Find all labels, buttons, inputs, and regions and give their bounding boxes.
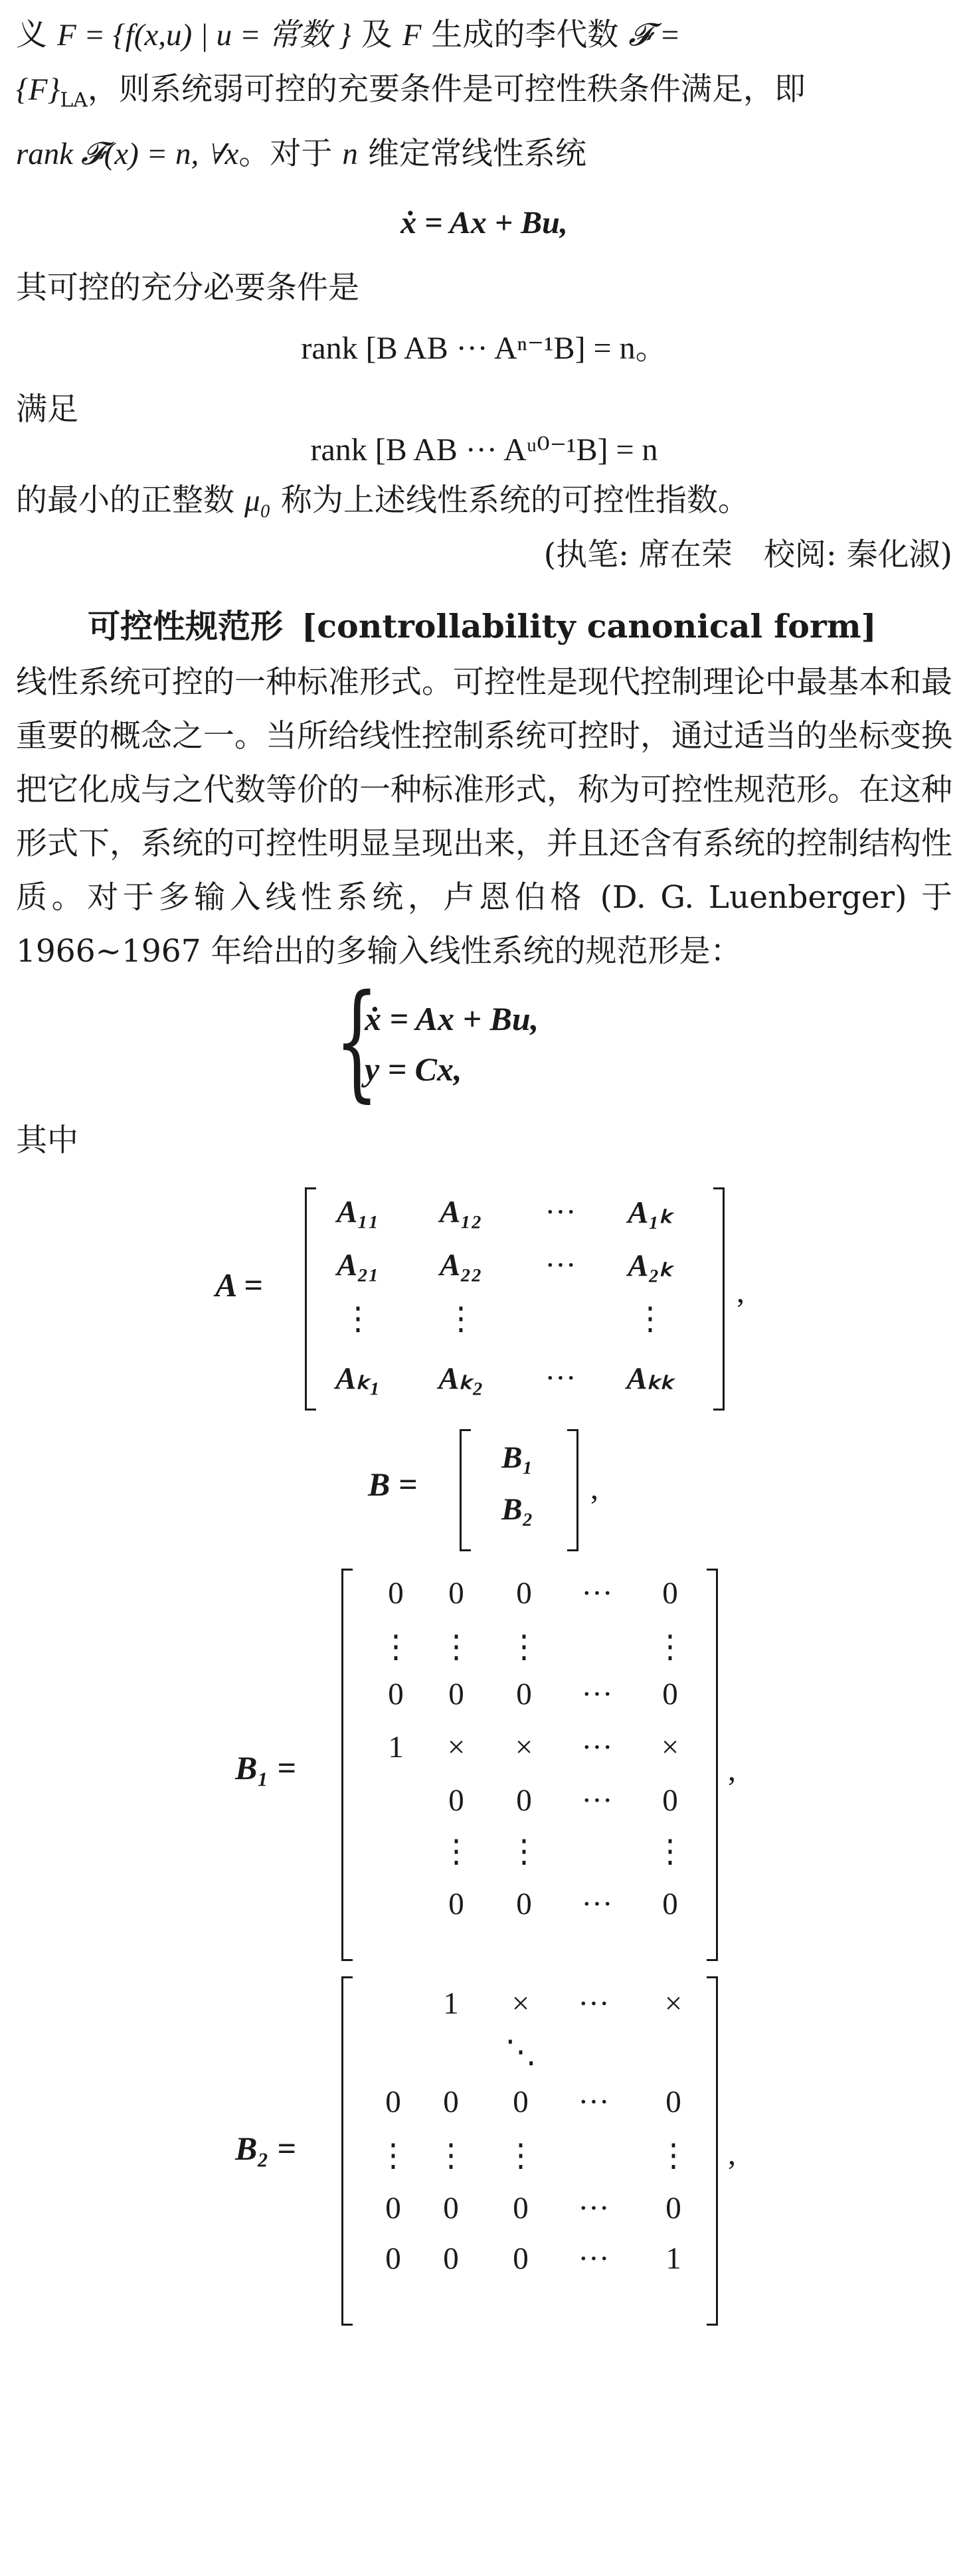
matrix-cell: ⋮ — [508, 1834, 540, 1869]
matrix-b — [16, 1420, 952, 1559]
matrix-cell: ··· — [581, 1887, 613, 1922]
matrix-cell: 0 — [516, 1576, 532, 1611]
left-brace: { — [335, 968, 379, 1115]
system-line-output: y = Cx, — [365, 1051, 462, 1088]
matrix-a-cell: Aₖ₂ — [438, 1361, 484, 1397]
matrix-cell: ··· — [578, 2085, 610, 2120]
matrix-cell: 0 — [443, 2241, 459, 2276]
matrix-b1-right-bracket — [707, 1569, 718, 1961]
text: ，则系统弱可控的充要条件是可控性秩条件满足，即 — [87, 71, 806, 108]
matrix-b-left-bracket — [460, 1429, 471, 1551]
math-expression: 𝓕 = — [628, 18, 681, 52]
text: 维定常线性系统 — [357, 135, 586, 173]
equation-rank: rank [B AB ··· Aⁿ⁻¹B] = n。 — [301, 331, 667, 367]
matrix-cell: × — [664, 1986, 683, 2021]
matrix-cell: 0 — [662, 1783, 678, 1818]
matrix-cell: ⋱ — [505, 2035, 537, 2070]
matrix-a-cell: A₁₂ — [439, 1195, 483, 1230]
subscript: LA — [60, 88, 88, 112]
matrix-cell: ··· — [581, 1783, 613, 1818]
text: 生成的李代数 — [421, 17, 629, 53]
matrix-a-cell: A₂₁ — [336, 1248, 380, 1283]
matrix-a-cell: ··· — [545, 1195, 576, 1230]
paragraph-definition: 线性系统可控的一种标准形式。可控性是现代控制理论中最基本和最重要的概念之一。当所给线性控制系统可控时，通过适当的坐标变换把它化成与之代数等价的一种标准形式，称为可控性规范形。在这种形式下，系统的可控性明显呈现出来，并且还含有系统的控制结构性质。对于多输入线性系统，卢恩伯格 (D. G. Luenberger) 于 1966~1967 年给出的多输入线性系统的规范形是： — [16, 664, 952, 970]
matrix-cell: 0 — [513, 2241, 529, 2276]
matrix-b1 — [16, 1559, 952, 1964]
matrix-cell: ⋮ — [377, 2138, 409, 2174]
matrix-cell: 0 — [448, 1887, 464, 1922]
text: 的最小的正整数 — [16, 482, 244, 519]
matrix-a-cell: ⋮ — [445, 1302, 477, 1337]
matrix-a-cell: A₂ₖ — [628, 1248, 673, 1284]
math-expression: rank 𝓕(x) = n, ∀x — [16, 137, 239, 172]
entry-heading — [16, 598, 952, 655]
matrix-a-cell: ··· — [545, 1248, 576, 1283]
matrix-a-cell: A₂₂ — [439, 1248, 483, 1283]
matrix-a-cell: ⋮ — [342, 1302, 374, 1337]
author-credit: (执笔: 席在荣 校阅: 秦化淑) — [543, 537, 952, 574]
document-page — [16, 0, 952, 2323]
matrix-cell: 0 — [513, 2191, 529, 2226]
matrix-cell: ⋮ — [440, 1630, 472, 1665]
matrix-cell: 0 — [388, 1576, 404, 1611]
equation-rank-mu: rank [B AB ··· Aᵘ⁰⁻¹B] = n — [310, 432, 658, 468]
matrix-cell: ⋮ — [654, 1630, 686, 1665]
matrix-a-label: A = — [215, 1266, 263, 1304]
system-line-state: ẋ = Ax + Bu, — [365, 1000, 539, 1038]
paragraph-satisfy: 满足 — [16, 391, 78, 428]
matrix-b2-label: B₂ = — [235, 2130, 296, 2168]
matrix-cell: 0 — [448, 1783, 464, 1818]
system-equations — [16, 968, 952, 1115]
equation-state: ẋ = Ax + Bu, — [400, 205, 568, 241]
matrix-cell: 0 — [516, 1783, 532, 1818]
text: 。对于 — [238, 135, 343, 173]
matrix-cell: 0 — [448, 1677, 464, 1712]
matrix-cell: ⋮ — [505, 2138, 537, 2174]
matrix-cell: ⋮ — [658, 2138, 689, 2174]
matrix-b-comma: , — [590, 1471, 598, 1507]
paragraph-condition: 其可控的充分必要条件是 — [16, 270, 359, 307]
math-expression: {F} — [16, 72, 60, 107]
matrix-b1-comma: , — [728, 1753, 736, 1788]
paragraph-index — [16, 473, 952, 528]
matrix-cell: ⋮ — [380, 1630, 412, 1665]
matrix-b-cell: B₁ — [501, 1440, 533, 1476]
matrix-a-cell: Aₖ₁ — [335, 1361, 381, 1397]
matrix-cell: ··· — [578, 1986, 610, 2021]
paragraph-intro — [16, 8, 952, 181]
matrix-cell: × — [511, 1986, 530, 2021]
matrix-b-right-bracket — [567, 1429, 578, 1551]
matrix-b2-left-bracket — [341, 1976, 353, 2326]
matrix-cell: 0 — [516, 1887, 532, 1922]
matrix-cell: 0 — [385, 2241, 401, 2276]
matrix-a — [16, 1167, 952, 1420]
matrix-a-cell: Aₖₖ — [626, 1361, 674, 1397]
matrix-cell: ··· — [578, 2241, 610, 2276]
matrix-cell: ⋮ — [654, 1834, 686, 1869]
text: 义 — [16, 17, 57, 53]
matrix-a-comma: , — [737, 1274, 745, 1310]
matrix-cell: 0 — [665, 2085, 681, 2120]
matrix-cell: 1 — [443, 1986, 459, 2021]
matrix-cell: 0 — [662, 1887, 678, 1922]
matrix-b-cell: B₂ — [501, 1492, 533, 1527]
math-expression: μ₀ — [244, 483, 271, 519]
math-expression: F = {f(x,u) | u = 常数 } — [56, 18, 351, 52]
matrix-cell: ··· — [578, 2191, 610, 2226]
matrix-cell: 0 — [448, 1576, 464, 1611]
matrix-cell: ··· — [581, 1730, 613, 1765]
matrix-b2-comma: , — [728, 2136, 736, 2172]
matrix-a-cell: A₁ₖ — [628, 1195, 673, 1231]
matrix-cell: 0 — [443, 2191, 459, 2226]
text: 称为上述线性系统的可控性指数。 — [270, 482, 749, 519]
matrix-cell: × — [515, 1730, 533, 1765]
matrix-a-cell: ⋮ — [634, 1302, 666, 1337]
matrix-cell: × — [447, 1730, 466, 1765]
matrix-cell: 0 — [513, 2085, 529, 2120]
matrix-cell: 0 — [516, 1677, 532, 1712]
matrix-cell: 1 — [388, 1730, 404, 1765]
matrix-cell: 0 — [388, 1677, 404, 1712]
matrix-b2-right-bracket — [707, 1976, 718, 2326]
matrix-a-cell: A₁₁ — [336, 1195, 380, 1230]
matrix-cell: 0 — [443, 2085, 459, 2120]
text: 及 — [351, 17, 402, 53]
matrix-cell: ⋮ — [435, 2138, 467, 2174]
matrix-b1-left-bracket — [341, 1569, 353, 1961]
matrix-cell: × — [661, 1730, 679, 1765]
matrix-b2 — [16, 1964, 952, 2323]
matrix-cell: 0 — [662, 1677, 678, 1712]
matrix-cell: 0 — [385, 2085, 401, 2120]
matrix-cell: ⋮ — [440, 1834, 472, 1869]
matrix-cell: 1 — [665, 2241, 681, 2276]
matrix-cell: ··· — [581, 1677, 613, 1712]
paragraph-where: 其中 — [16, 1122, 78, 1159]
matrix-a-left-bracket — [305, 1187, 316, 1411]
matrix-cell: ⋮ — [508, 1630, 540, 1665]
math-expression: n — [342, 137, 358, 172]
math-expression: F — [402, 18, 422, 52]
matrix-a-cell: ··· — [545, 1361, 576, 1396]
matrix-b-label: B = — [368, 1466, 418, 1503]
matrix-cell: 0 — [662, 1576, 678, 1611]
matrix-b1-label: B₁ = — [235, 1749, 296, 1787]
heading-chinese: 可控性规范形 — [88, 608, 284, 646]
matrix-cell: 0 — [385, 2191, 401, 2226]
matrix-a-right-bracket — [713, 1187, 725, 1411]
heading-english: [controllability canonical form] — [302, 607, 877, 646]
matrix-cell: 0 — [665, 2191, 681, 2226]
matrix-cell: ··· — [581, 1576, 613, 1611]
